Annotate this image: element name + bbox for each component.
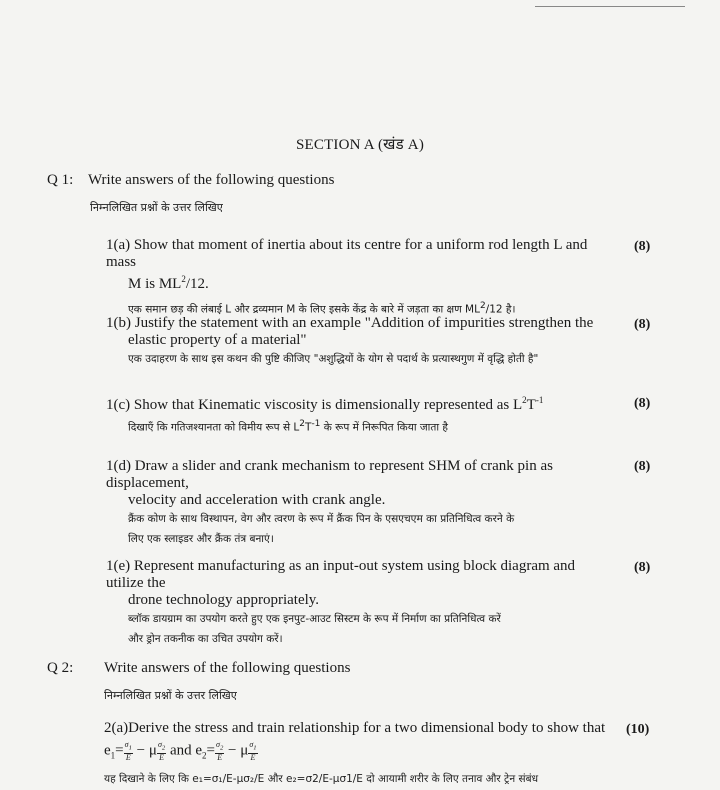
q2-number: Q 2: bbox=[47, 660, 74, 676]
question-1c-english: 1(c) Show that Kinematic viscosity is dimensionally represented as $L^2T^{-1}$ bbox=[106, 395, 544, 413]
question-1a-marks: (8) bbox=[634, 239, 651, 254]
question-1c-marks: (8) bbox=[634, 396, 651, 411]
question-1d-marks: (8) bbox=[634, 459, 651, 474]
top-rule bbox=[535, 6, 685, 7]
question-2a-hindi: यह दिखाने के लिए कि e₁=σ₁/E-μσ₂/E और e₂=σ2/E-μσ1/E दो आयामी शरीर के लिए तनाव और ट्रेन संबंध bbox=[104, 773, 539, 785]
fraction-sigma1-over-e-b: $\frac{\sigma_1}{E}$ bbox=[249, 740, 257, 762]
question-1a-hindi: एक समान छड़ की लंबाई L और द्रव्यमान M के लिए इसके केंद्र के बारे में जड़ता का क्षण $ML^2/12$ है। bbox=[128, 301, 516, 316]
fraction-sigma1-over-e: $\frac{\sigma_1}{E}$ bbox=[124, 740, 132, 762]
question-1b-hindi: एक उदाहरण के साथ इस कथन की पुष्टि कीजिए "अशुद्धियों के योग से पदार्थ के प्रत्यास्थगुण में वृद्धि होती है" bbox=[128, 353, 539, 365]
question-1e-marks: (8) bbox=[634, 560, 651, 575]
q1-instruction-hindi: निम्नलिखित प्रश्नों के उत्तर लिखिए bbox=[90, 201, 223, 214]
question-1e-english: 1(e) Represent manufacturing as an input-out system using block diagram and utilize the drone technology appropriately. bbox=[106, 558, 576, 608]
question-2a-marks: (10) bbox=[626, 722, 650, 737]
question-2a-english: 2(a)Derive the stress and train relationship for a two dimensional body to show that bbox=[104, 720, 606, 736]
question-2a bbox=[104, 720, 614, 765]
question-1d-english: 1(d) Draw a slider and crank mechanism to represent SHM of crank pin as displacement, velocity and acceleration with crank angle. bbox=[106, 458, 553, 508]
question-2a-equation: $e_1=$ $\frac{\sigma_1}{E}$ − μ $\frac{\sigma_2}{E}$ and $e_2=$ $\frac{\sigma_2}{E}$ − μ $\frac{\sigma_1}{E}$ bbox=[104, 740, 257, 762]
q2-instruction-hindi: निम्नलिखित प्रश्नों के उत्तर लिखिए bbox=[104, 689, 237, 702]
question-1c-hindi: दिखाएँ कि गतिजश्यानता को विमीय रूप से $L^2T^{-1}$ के रूप में निरूपित किया जाता है bbox=[128, 419, 449, 434]
question-1b bbox=[106, 315, 616, 369]
q1-number: Q 1: bbox=[47, 172, 74, 188]
q1-instruction: Write answers of the following questions bbox=[88, 172, 335, 188]
fraction-sigma2-over-e-b: $\frac{\sigma_2}{E}$ bbox=[216, 740, 224, 762]
question-1b-marks: (8) bbox=[634, 317, 651, 332]
question-1d bbox=[106, 458, 616, 549]
fraction-sigma2-over-e: $\frac{\sigma_2}{E}$ bbox=[157, 740, 166, 762]
question-1a-english: 1(a) Show that moment of inertia about its centre for a uniform rod length L and mass M is $ML^2/12$. bbox=[106, 237, 588, 292]
question-1a bbox=[106, 237, 616, 320]
question-1e-hindi: ब्लॉक डायग्राम का उपयोग करते हुए एक इनपुट-आउट सिस्टम के रूप में निर्माण का प्रतिनिधित्व करें और ड्रोन तकनीक का उचित उपयोग करें। bbox=[128, 613, 501, 645]
section-title: SECTION A (खंड A) bbox=[295, 137, 425, 153]
question-1c bbox=[106, 392, 616, 438]
question-1e bbox=[106, 558, 616, 649]
question-1b-english: 1(b) Justify the statement with an example "Addition of impurities strengthen the elastic property of a material" bbox=[106, 315, 594, 348]
q2-instruction: Write answers of the following questions bbox=[104, 660, 351, 676]
question-1d-hindi: क्रैंक कोण के साथ विस्थापन, वेग और त्वरण के रूप में क्रैंक पिन के एसएचएम का प्रतिनिधित्व करने के लिए एक स्लाइडर और क्रैंक तंत्र बनाएं। bbox=[128, 513, 515, 545]
